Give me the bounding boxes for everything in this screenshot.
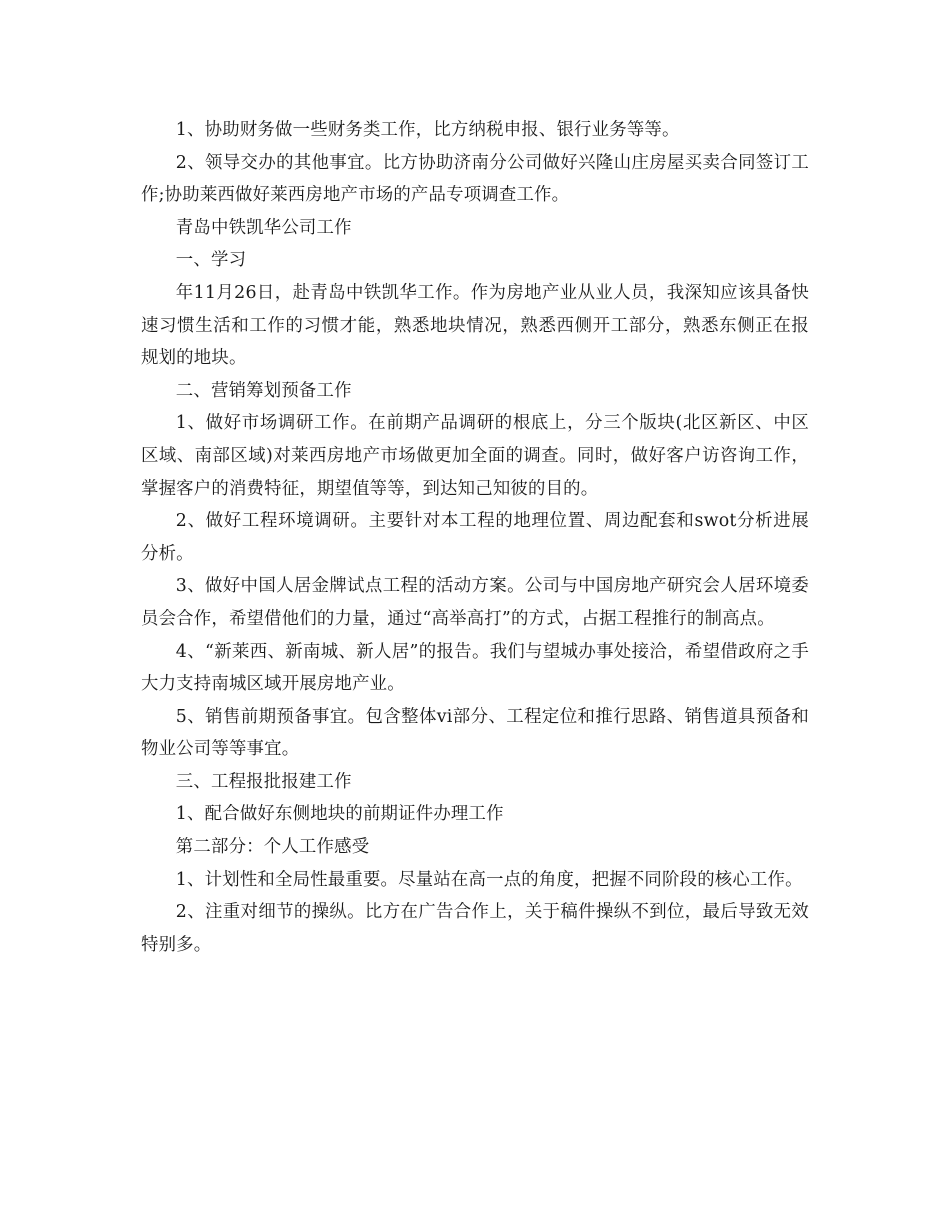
paragraph-leader-tasks: 2、领导交办的其他事宜。比方协助济南分公司做好兴隆山庄房屋买卖合同签订工作;协助莱西做好莱西房地产市场的产品专项调查工作。 xyxy=(141,152,809,206)
paragraph-sales-prep: 5、销售前期预备事宜。包含整体vi部分、工程定位和推行思路、销售道具预备和物业公司等等事宜。 xyxy=(141,706,809,760)
section-heading-study: 一、学习 xyxy=(175,250,247,271)
section-heading-marketing: 二、营销筹划预备工作 xyxy=(175,380,352,401)
paragraph-market-research: 1、做好市场调研工作。在前期产品调研的根底上，分三个版块(北区新区、中区区域、南部区域)对莱西房地产市场做更加全面的调查。同时，做好客户访咨询工作，掌握客户的消费特征，期望值等等，到达知己知彼的目的。 xyxy=(141,413,809,499)
paragraph-pilot-project: 3、做好中国人居金牌试点工程的活动方案。公司与中国房地产研究会人居环境委员会合作，希望借他们的力量，通过“高举高打”的方式，占据工程推行的制高点。 xyxy=(141,576,809,629)
paragraph-study: 年11月26日，赴青岛中铁凯华工作。作为房地产业从业人员，我深知应该具备快速习惯生活和工作的习惯才能，熟悉地块情况，熟悉西侧开工部分，熟悉东侧正在报规划的地块。 xyxy=(141,282,809,369)
paragraph-finance-assist: 1、协助财务做一些财务类工作，比方纳税申报、银行业务等等。 xyxy=(175,120,680,140)
paragraph-certificates: 1、配合做好东侧地块的前期证件办理工作 xyxy=(175,804,504,825)
section-heading-approval: 三、工程报批报建工作 xyxy=(175,771,352,792)
paragraph-planning: 1、计划性和全局性最重要。尽量站在高一点的角度，把握不同阶段的核心工作。 xyxy=(175,869,803,890)
section-heading-part-two: 第二部分：个人工作感受 xyxy=(175,837,370,858)
paragraph-environment-research: 2、做好工程环境调研。主要针对本工程的地理位置、周边配套和swot分析进展分析。 xyxy=(141,511,809,564)
paragraph-report: 4、“新莱西、新南城、新人居”的报告。我们与望城办事处接洽，希望借政府之手大力支持南城区域开展房地产业。 xyxy=(141,641,809,695)
paragraph-details: 2、注重对细节的操纵。比方在广告合作上，关于稿件操纵不到位，最后导致无效特别多。 xyxy=(141,902,809,955)
document-body xyxy=(141,114,809,961)
section-heading-qingdao: 青岛中铁凯华公司工作 xyxy=(175,217,352,238)
